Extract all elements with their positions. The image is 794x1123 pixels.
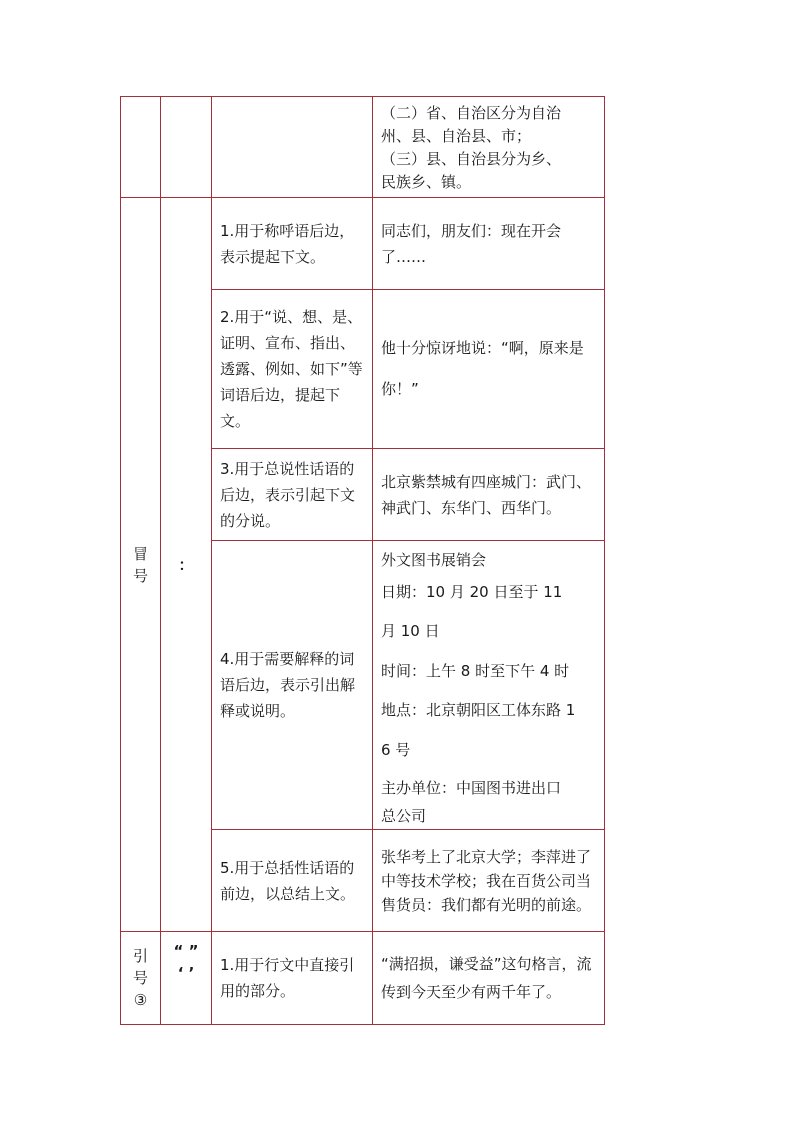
usage-cell: 2.用于“说、想、是、证明、宣布、指出、透露、例如、如下”等词语后边，提起下文。 <box>212 290 373 449</box>
punct-name-colon <box>121 198 161 932</box>
usage-cell: 5.用于总括性话语的前边，以总结上文。 <box>212 830 373 932</box>
example-cell-continuation <box>373 97 605 198</box>
example-cell: 张华考上了北京大学；李萍进了中等技术学校；我在百货公司当售货员：我们都有光明的前途。 <box>373 830 605 932</box>
table-row-continuation <box>121 97 605 198</box>
punct-name-char: 号 <box>132 969 148 987</box>
example-line: （三）县、自治县分为乡、 <box>381 150 562 168</box>
example-cell: 他十分惊讶地说：“啊，原来是你！” <box>373 290 605 449</box>
example-line: 外文图书展销会 <box>381 551 487 569</box>
usage-cell: 1.用于行文中直接引用的部分。 <box>212 932 373 1025</box>
example-line: （二）省、自治区分为自治 <box>381 104 562 122</box>
punct-name-char: ③ <box>133 991 148 1009</box>
example-line: 地点：北京朝阳区工体东路 1 <box>381 701 576 719</box>
example-cell: 同志们，朋友们：现在开会了…… <box>373 198 605 290</box>
punct-name-quote <box>121 932 161 1025</box>
punct-name-char: 冒 <box>132 544 148 563</box>
punct-mark: ‘ ’ <box>177 964 195 982</box>
punct-mark-quote <box>161 932 212 1025</box>
example-cell: “满招损，谦受益”这句格言，流传到今天至少有两千年了。 <box>373 932 605 1025</box>
table-row-colon-1 <box>121 198 605 290</box>
punct-name-char: 号 <box>132 566 148 585</box>
example-line: 6 号 <box>381 741 411 759</box>
punctuation-table <box>120 96 605 1025</box>
punct-name-char: 引 <box>132 947 148 965</box>
example-line: 总公司 <box>381 807 427 825</box>
example-cell-list <box>373 541 605 830</box>
punct-mark: ： <box>178 555 194 574</box>
example-line: 民族乡、镇。 <box>381 173 472 191</box>
usage-cell: 4.用于需要解释的词语后边，表示引出解释或说明。 <box>212 541 373 830</box>
example-line: 主办单位：中国图书进出口 <box>381 779 562 797</box>
usage-cell-empty <box>212 97 373 198</box>
example-line: 时间：上午 8 时至下午 4 时 <box>381 662 570 680</box>
mark-cell-empty <box>161 97 212 198</box>
table-row-quote-1 <box>121 932 605 1025</box>
example-line: 月 10 日 <box>381 622 440 640</box>
example-line: 州、县、自治县、市； <box>381 127 532 145</box>
usage-cell: 1.用于称呼语后边，表示提起下文。 <box>212 198 373 290</box>
example-cell: 北京紫禁城有四座城门：武门、神武门、东华门、西华门。 <box>373 449 605 541</box>
name-cell-empty <box>121 97 161 198</box>
example-line: 日期：10 月 20 日至于 11 <box>381 583 563 601</box>
usage-cell: 3.用于总说性话语的后边，表示引起下文的分说。 <box>212 449 373 541</box>
punct-mark-colon <box>161 198 212 932</box>
punct-mark: “ ” <box>173 942 199 960</box>
